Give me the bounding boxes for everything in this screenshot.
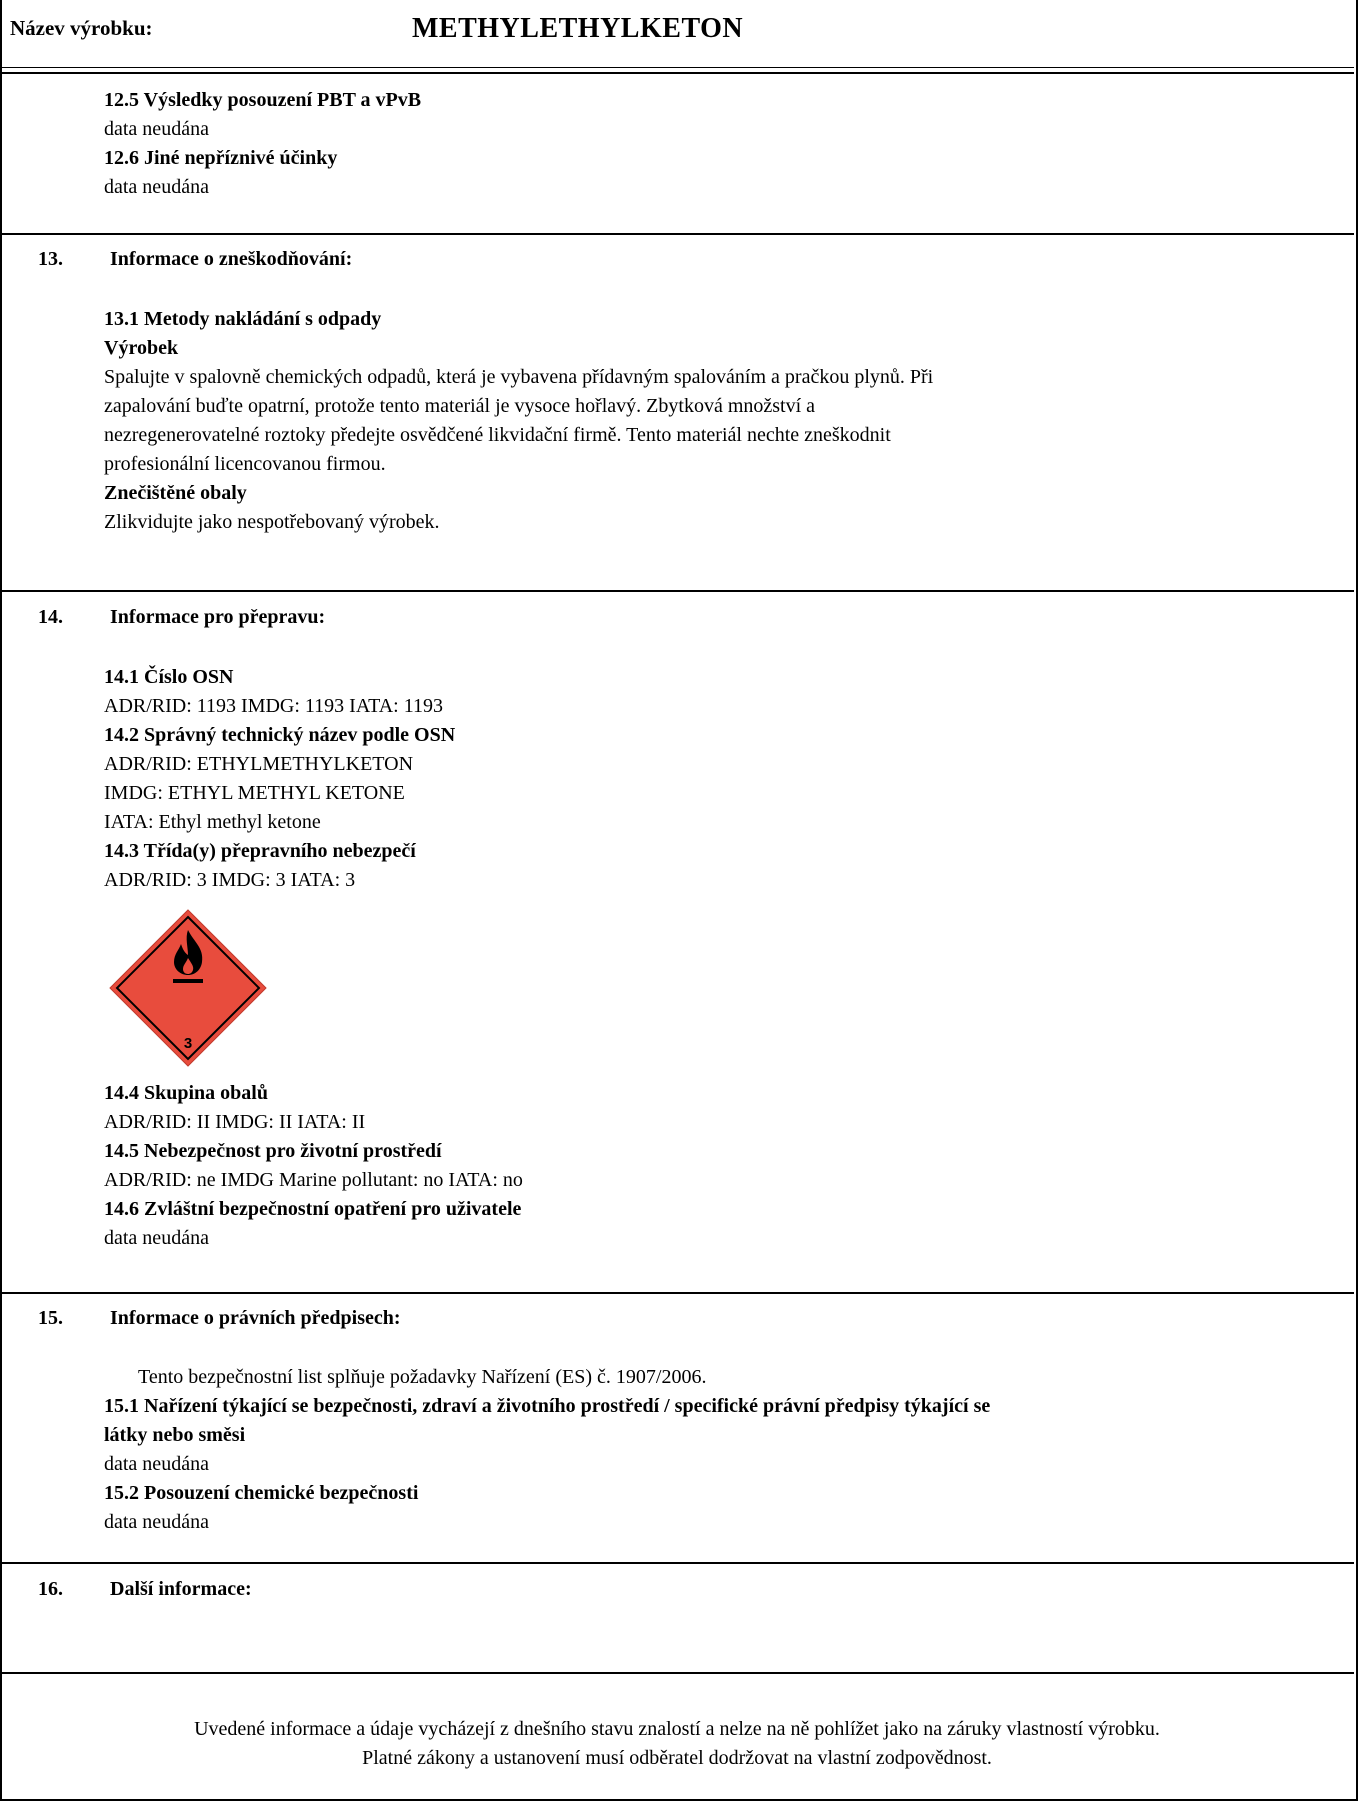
section-13-content <box>104 305 1324 537</box>
product-name: METHYLETHYLKETON <box>412 13 744 44</box>
subsection-text: ADR/RID: 1193 IMDG: 1193 IATA: 1193 <box>104 695 443 717</box>
subsection-text: data neudána <box>104 1511 209 1533</box>
subsection-text: IATA: Ethyl methyl ketone <box>104 811 321 833</box>
paragraph-line: profesionální licencovanou firmou. <box>104 453 386 475</box>
subsection-text: ADR/RID: ne IMDG Marine pollutant: no IATA: no <box>104 1169 523 1191</box>
section-divider <box>0 1562 1354 1564</box>
flammable-liquid-label-icon <box>108 908 268 1068</box>
subsection-subheading: Výrobek <box>104 337 179 359</box>
subsection-heading: 12.5 Výsledky posouzení PBT a vPvB <box>104 89 422 111</box>
subsection-heading: 14.2 Správný technický název podle OSN <box>104 724 456 746</box>
paragraph-line: zapalování buďte opatrní, protože tento materiál je vysoce hořlavý. Zbytková množství a <box>104 395 816 417</box>
subsection-heading-cont: látky nebo směsi <box>104 1424 246 1446</box>
hazard-diamond-icon <box>108 908 268 1068</box>
section-title: Informace pro přepravu: <box>110 606 326 628</box>
section-divider <box>0 233 1354 235</box>
subsection-heading: 14.3 Třída(y) přepravního nebezpečí <box>104 840 416 862</box>
section-title: Informace o zneškodňování: <box>110 248 353 270</box>
subsection-text: data neudána <box>104 1453 209 1475</box>
subsection-heading: 12.6 Jiné nepříznivé účinky <box>104 147 338 169</box>
section-12-content <box>104 86 1324 202</box>
disclaimer-line: Platné zákony a ustanovení musí odběratel dodržovat na vlastní zodpovědnost. <box>362 1747 992 1769</box>
subsection-heading: 14.6 Zvláštní bezpečnostní opatření pro uživatele <box>104 1198 522 1220</box>
subsection-text: data neudána <box>104 118 209 140</box>
section-title: Informace o právních předpisech: <box>110 1307 401 1329</box>
document-header <box>0 0 1354 74</box>
subsection-text: data neudána <box>104 176 209 198</box>
disclaimer <box>0 1715 1354 1773</box>
subsection-text: ADR/RID: II IMDG: II IATA: II <box>104 1111 366 1133</box>
section-number: 16. <box>38 1578 63 1600</box>
subsection-heading: 15.2 Posouzení chemické bezpečnosti <box>104 1482 419 1504</box>
section-number: 15. <box>38 1307 63 1329</box>
subsection-heading: 14.4 Skupina obalů <box>104 1082 268 1104</box>
section-15-content <box>104 1363 1324 1537</box>
intro-text: Tento bezpečnostní list splňuje požadavky Nařízení (ES) č. 1907/2006. <box>138 1366 707 1388</box>
paragraph-line: Spalujte v spalovně chemických odpadů, která je vybavena přídavným spalováním a pračkou plynů. Při <box>104 366 934 388</box>
section-divider <box>0 1292 1354 1294</box>
subsection-text: ADR/RID: 3 IMDG: 3 IATA: 3 <box>104 869 356 891</box>
section-divider <box>0 1672 1354 1674</box>
subsection-heading: 13.1 Metody nakládání s odpady <box>104 308 382 330</box>
subsection-text: ADR/RID: ETHYLMETHYLKETON <box>104 753 414 775</box>
section-number: 14. <box>38 606 63 628</box>
paragraph-line: Zlikvidujte jako nespotřebovaný výrobek. <box>104 511 440 533</box>
section-14-content-b <box>104 1079 1324 1253</box>
subsection-text: IMDG: ETHYL METHYL KETONE <box>104 782 405 804</box>
section-14-content-a <box>104 663 1324 895</box>
subsection-heading: 14.1 Číslo OSN <box>104 666 234 688</box>
disclaimer-line: Uvedené informace a údaje vycházejí z dnešního stavu znalostí a nelze na ně pohlížet jako na záruky vlastností výrobku. <box>194 1718 1160 1740</box>
product-name-label: Název výrobku: <box>10 16 153 40</box>
paragraph-line: nezregenerovatelné roztoky předejte osvědčené likvidační firmě. Tento materiál nechte zneškodnit <box>104 424 891 446</box>
subsection-heading: 14.5 Nebezpečnost pro životní prostředí <box>104 1140 442 1162</box>
subsection-heading: 15.1 Nařízení týkající se bezpečnosti, zdraví a životního prostředí / specifické právní předpisy týkající se <box>104 1395 991 1417</box>
section-number: 13. <box>38 248 63 270</box>
section-title: Další informace: <box>110 1578 252 1600</box>
section-divider <box>0 590 1354 592</box>
subsection-text: data neudána <box>104 1227 209 1249</box>
subsection-subheading: Znečištěné obaly <box>104 482 247 504</box>
hazard-class-number: 3 <box>183 1035 193 1052</box>
